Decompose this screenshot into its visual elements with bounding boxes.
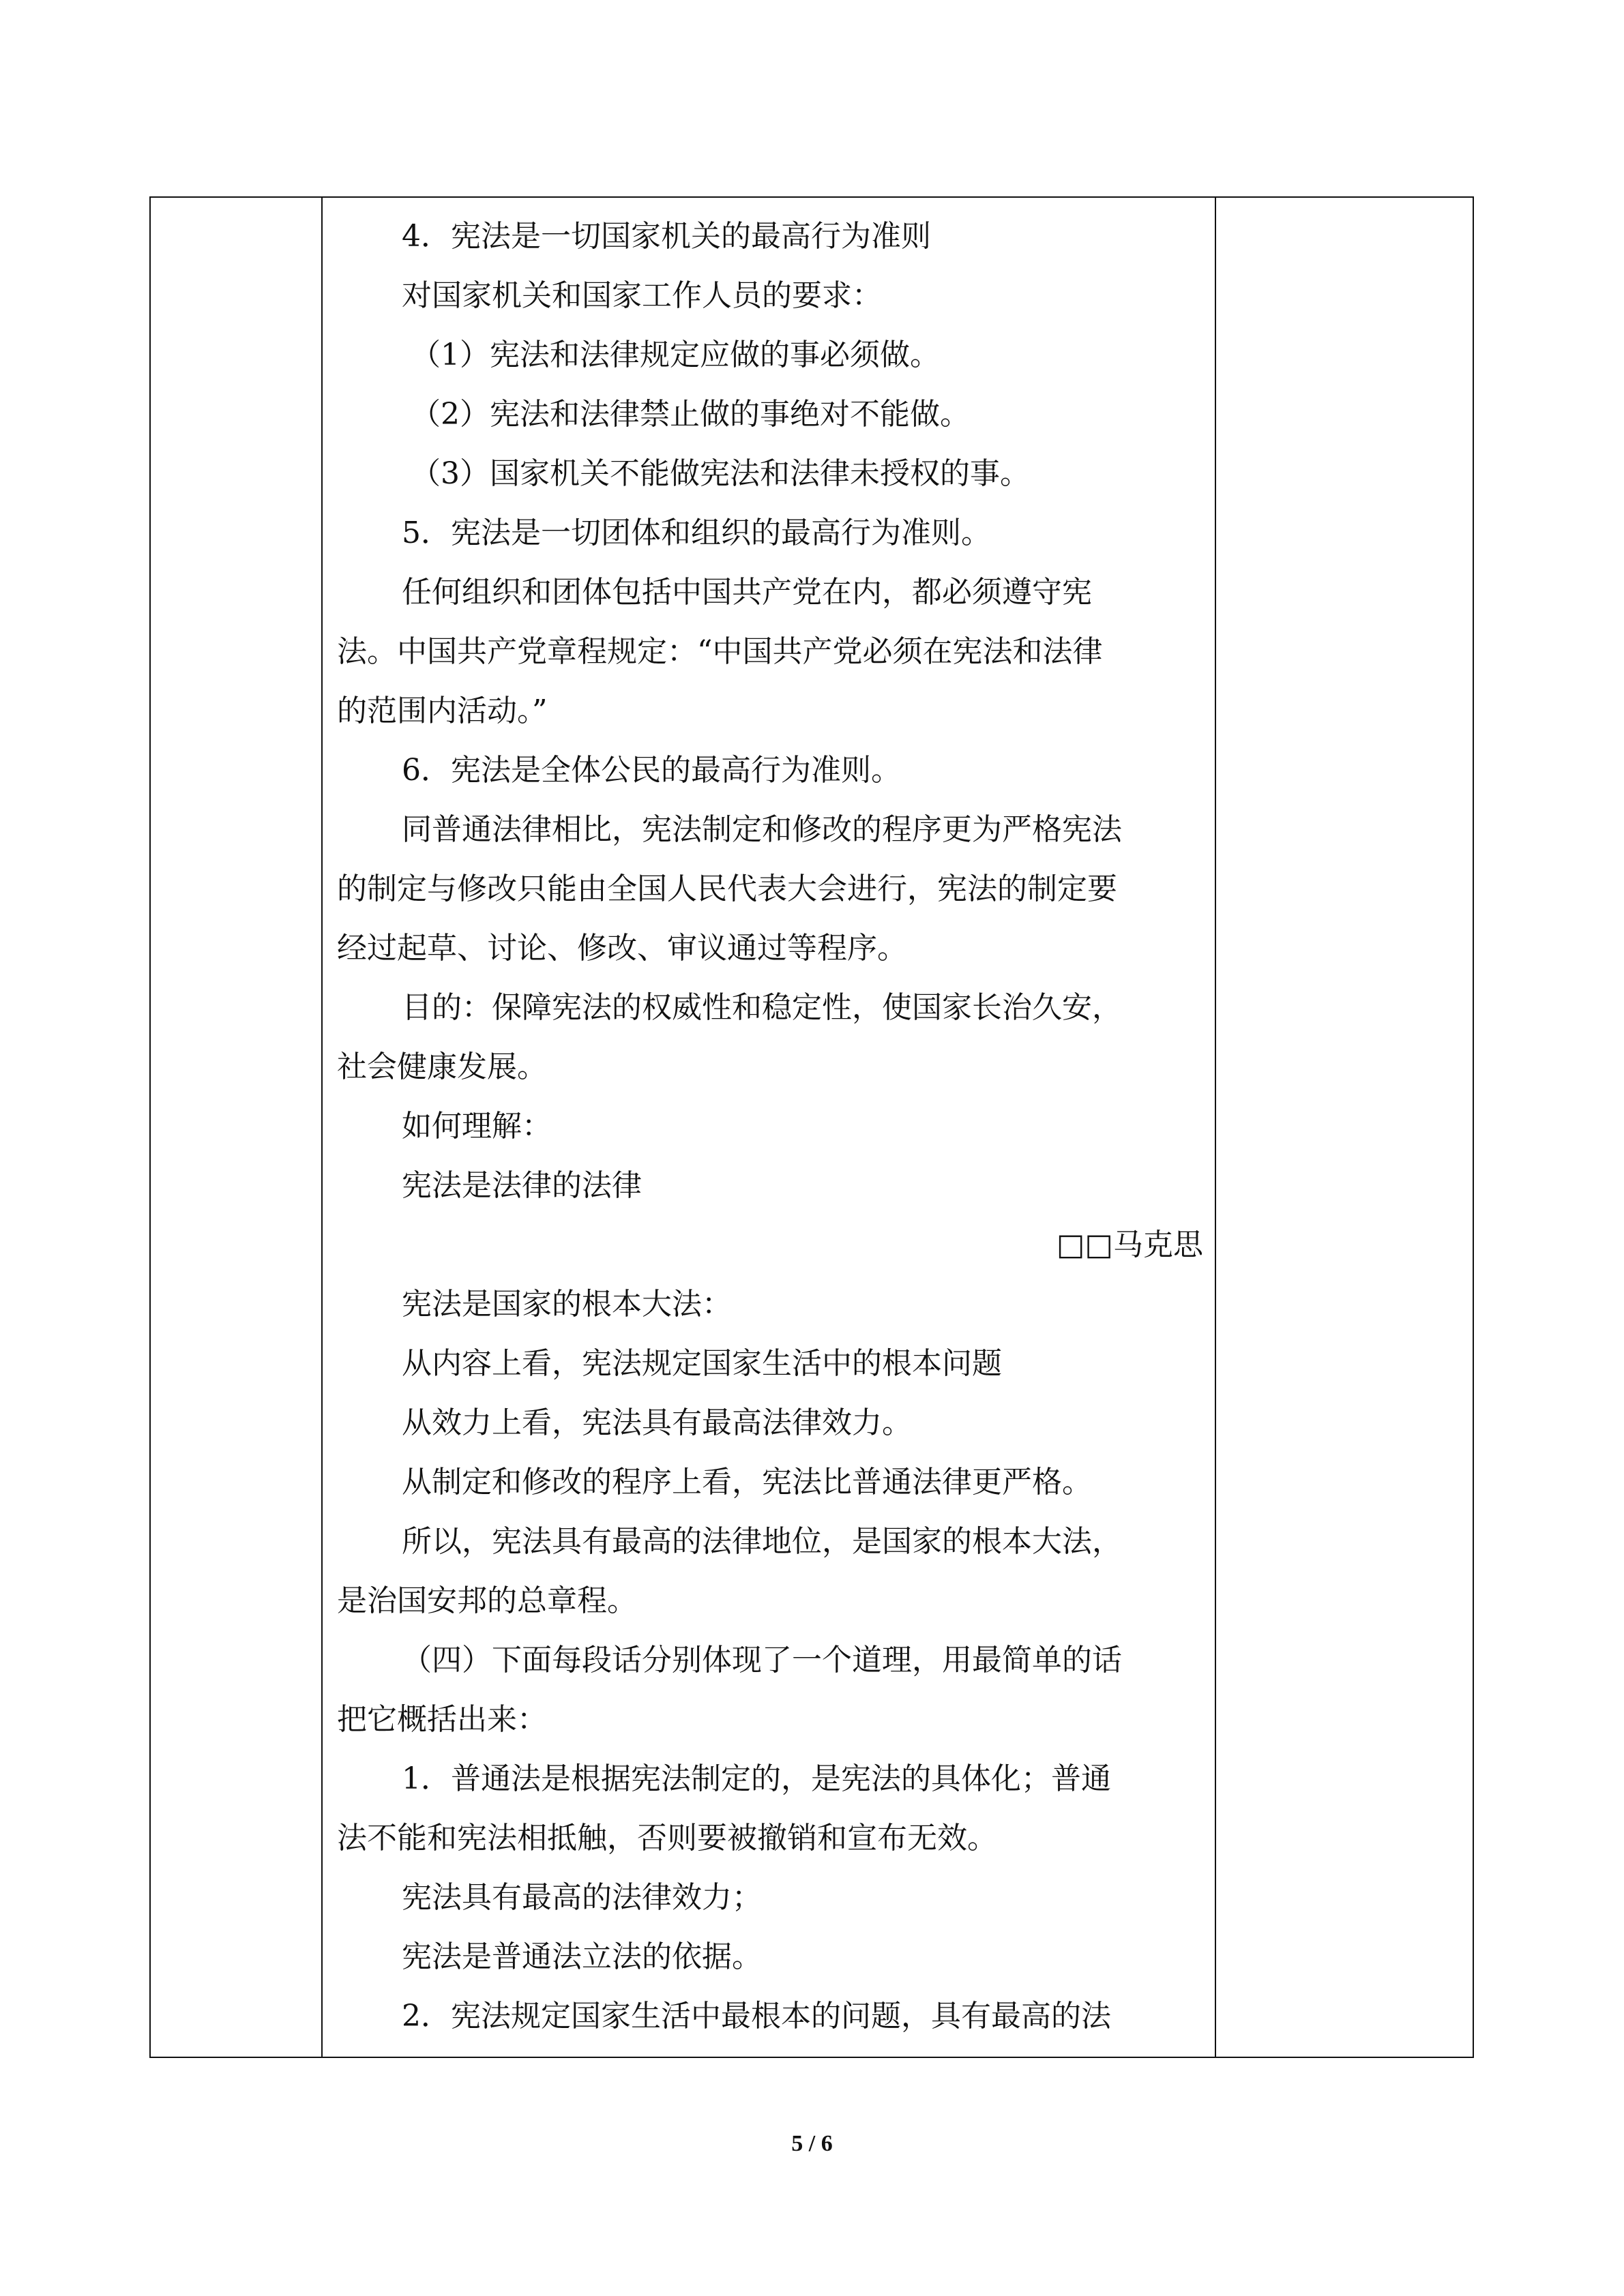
- text-line: 从制定和修改的程序上看，宪法比普通法律更严格。: [402, 1465, 1092, 1500]
- attribution-line: □□马克思: [1056, 1227, 1203, 1262]
- text-line: 如何理解：: [402, 1109, 552, 1144]
- text-line: 法不能和宪法相抵触，否则要被撤销和宣布无效。: [337, 1821, 997, 1855]
- text-line: （2）宪法和法律禁止做的事绝对不能做。: [411, 397, 970, 432]
- text-line: 从效力上看，宪法具有最高法律效力。: [402, 1405, 912, 1440]
- text-line: 经过起草、讨论、修改、审议通过等程序。: [337, 931, 907, 966]
- text-line: 1．普通法是根据宪法制定的，是宪法的具体化；普通: [402, 1761, 1111, 1796]
- text-line: 的制定与修改只能由全国人民代表大会进行，宪法的制定要: [337, 871, 1117, 906]
- text-line: 从内容上看，宪法规定国家生活中的根本问题: [402, 1346, 1002, 1381]
- text-line: 2．宪法规定国家生活中最根本的问题，具有最高的法: [402, 1999, 1111, 2033]
- text-line: 把它概括出来：: [337, 1702, 547, 1737]
- text-line: 4．宪法是一切国家机关的最高行为准则: [402, 219, 931, 254]
- text-line: 宪法是国家的根本大法：: [402, 1287, 732, 1322]
- text-line: 是治国安邦的总章程。: [337, 1583, 637, 1618]
- text-line: 对国家机关和国家工作人员的要求：: [402, 278, 882, 313]
- text-line: （1）宪法和法律规定应做的事必须做。: [411, 338, 940, 372]
- text-line: 的范围内活动。”: [337, 694, 548, 728]
- text-line: 法。中国共产党章程规定：“中国共产党必须在宪法和法律: [337, 634, 1103, 669]
- page-number: 5 / 6: [791, 2131, 833, 2156]
- text-line: （3）国家机关不能做宪法和法律未授权的事。: [411, 456, 1030, 491]
- text-line: 社会健康发展。: [337, 1049, 547, 1084]
- text-line: 宪法是普通法立法的依据。: [402, 1939, 762, 1974]
- text-line: 所以，宪法具有最高的法律地位，是国家的根本大法，: [402, 1524, 1122, 1559]
- text-line: （四）下面每段话分别体现了一个道理，用最简单的话: [402, 1643, 1122, 1678]
- text-line: 宪法具有最高的法律效力；: [402, 1880, 762, 1915]
- lesson-table: [149, 196, 1474, 2058]
- column-divider-right: [1215, 198, 1216, 2057]
- column-divider-left: [321, 198, 323, 2057]
- text-line: 宪法是法律的法律: [402, 1168, 642, 1203]
- text-line: 同普通法律相比，宪法制定和修改的程序更为严格宪法: [402, 812, 1122, 847]
- text-line: 5．宪法是一切团体和组织的最高行为准则。: [402, 516, 991, 550]
- text-line: 任何组织和团体包括中国共产党在内，都必须遵守宪: [402, 575, 1092, 610]
- text-line: 目的：保障宪法的权威性和稳定性，使国家长治久安，: [402, 990, 1122, 1025]
- text-line: 6．宪法是全体公民的最高行为准则。: [402, 753, 901, 788]
- table-content-cell: [337, 198, 1203, 2057]
